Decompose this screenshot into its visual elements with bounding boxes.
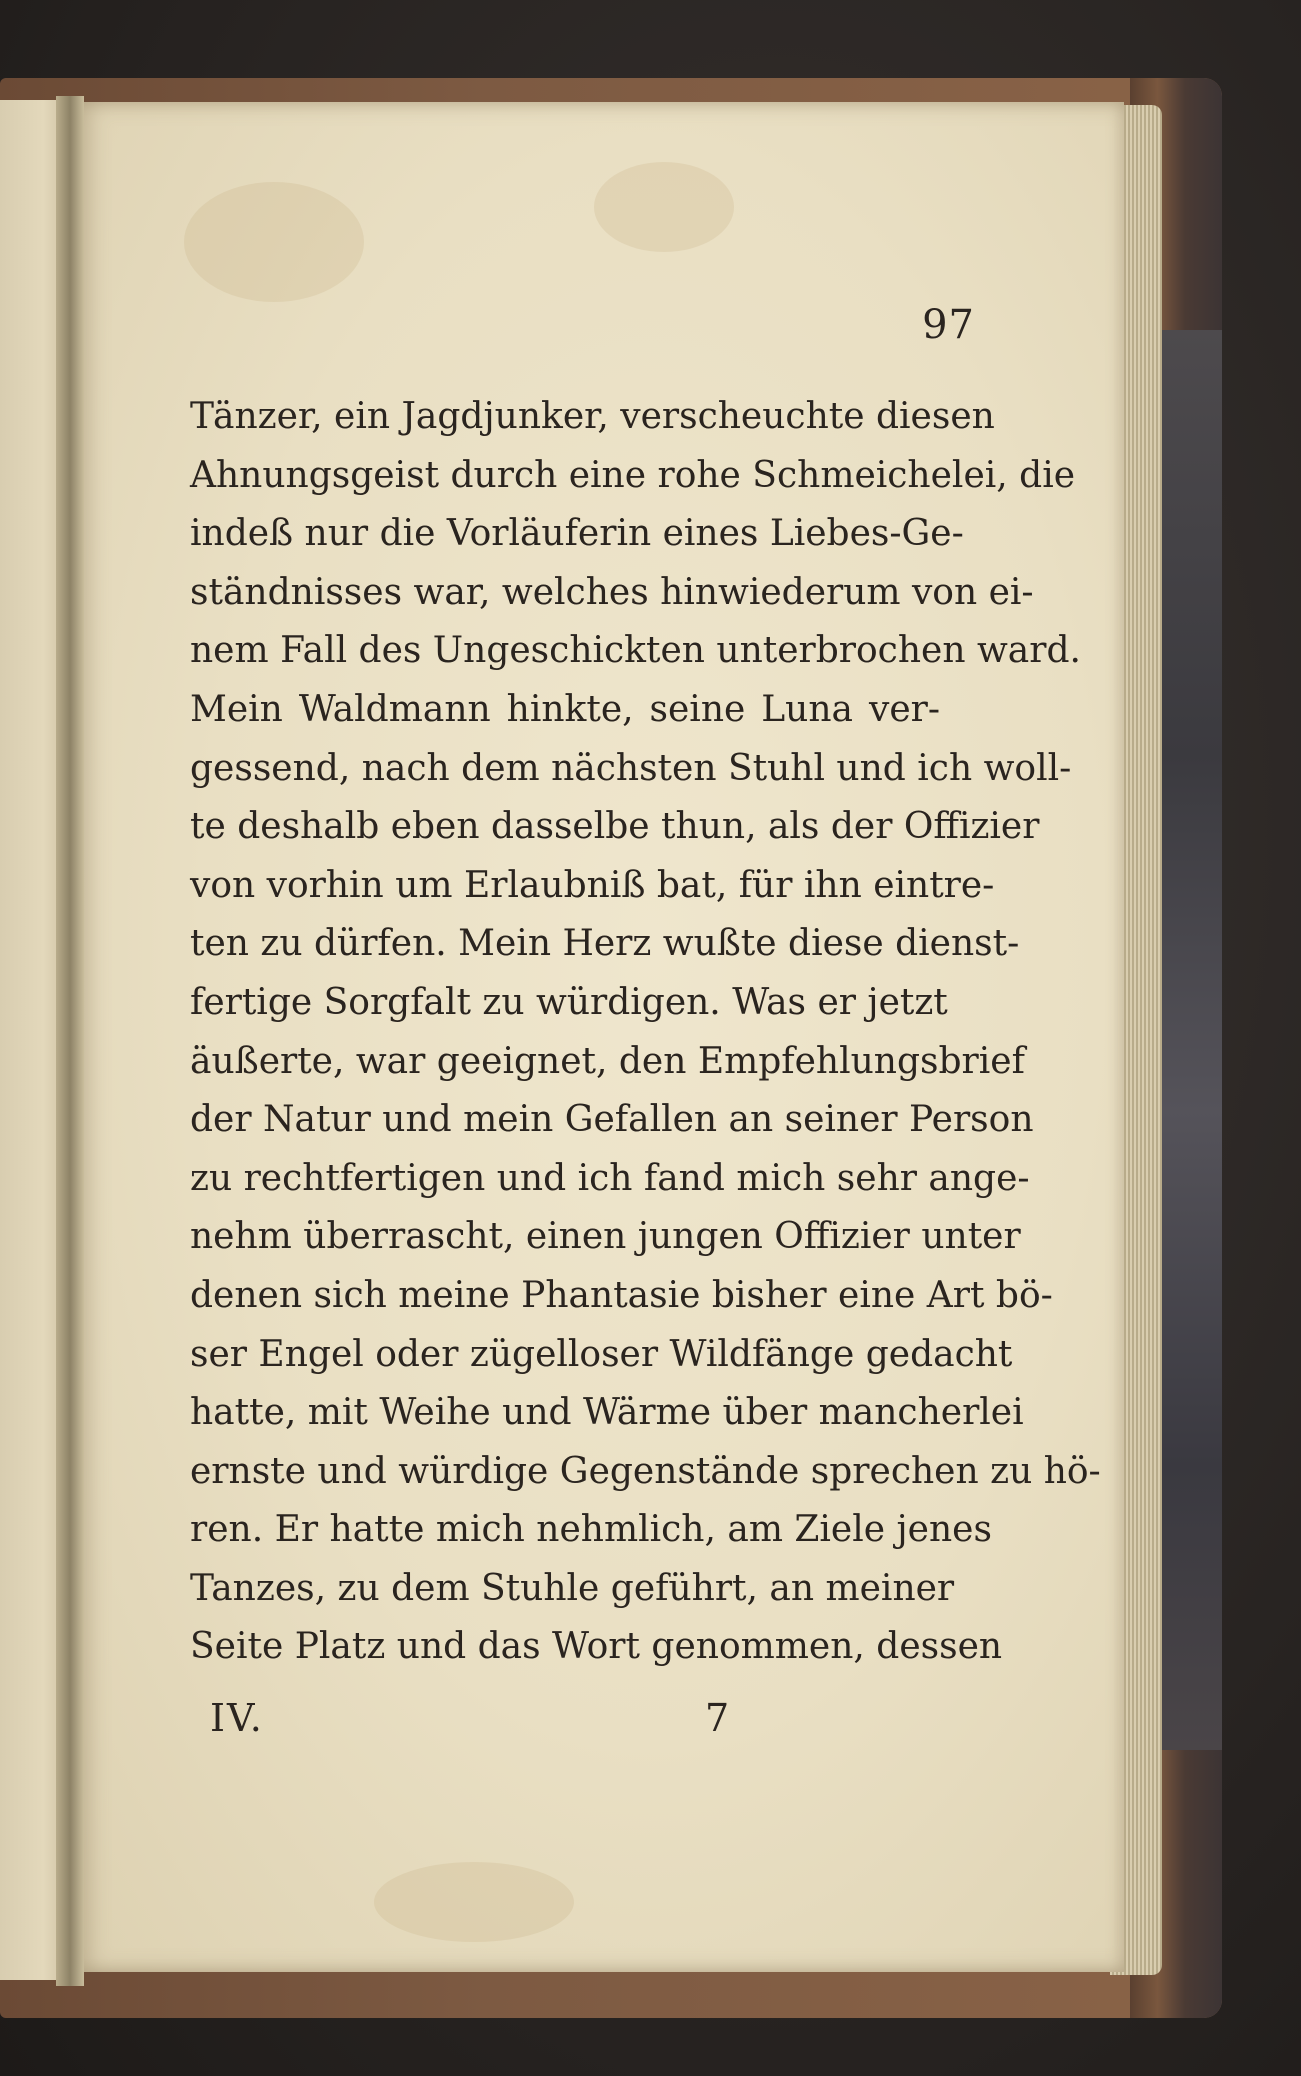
text-line: gessend, nach dem nächsten Stuhl und ich woll- xyxy=(190,747,1072,789)
text-line: der Natur und mein Gefallen an seiner Person xyxy=(190,1099,1034,1141)
text-line: Seite Platz und das Wort genommen, dessen xyxy=(190,1626,1003,1668)
text-line: nehm überrascht, einen jungen Offizier unter xyxy=(190,1216,1021,1258)
text-line: zu rechtfertigen und ich fand mich sehr ange- xyxy=(190,1157,1030,1199)
text-line: fertige Sorgfalt zu würdigen. Was er jetzt xyxy=(190,981,948,1023)
text-line: ser Engel oder zügelloser Wildfänge gedacht xyxy=(190,1333,1013,1375)
text-line: te deshalb eben dasselbe thun, als der Offizier xyxy=(190,806,1040,848)
book-gutter xyxy=(56,96,84,1986)
gathering-mark: 7 xyxy=(705,1696,730,1740)
text-line: ren. Er hatte mich nehmlich, am Ziele jenes xyxy=(190,1509,992,1551)
foxing-stain xyxy=(594,162,734,252)
text-line: ständnisses war, welches hinwiederum von ei- xyxy=(190,571,1034,613)
text-line: Ahnungsgeist durch eine rohe Schmeichelei, die xyxy=(190,454,1076,496)
text-line: Mein Waldmann hinkte, seine Luna ver- xyxy=(190,688,940,730)
body-text xyxy=(190,388,1101,1677)
text-line: äußerte, war geeignet, den Empfehlungsbrief xyxy=(190,1040,1025,1082)
text-line: indeß nur die Vorläuferin eines Liebes-Ge- xyxy=(190,513,964,555)
marbled-board xyxy=(1160,330,1222,1750)
foxing-stain xyxy=(374,1862,574,1942)
text-line: Tänzer, ein Jagdjunker, verscheuchte diesen xyxy=(190,396,995,437)
text-line: von vorhin um Erlaubniß bat, für ihn eintre- xyxy=(190,864,995,906)
text-line: ten zu dürfen. Mein Herz wußte diese dienst- xyxy=(190,923,1020,965)
text-line: denen sich meine Phantasie bisher eine Art bö- xyxy=(190,1274,1053,1316)
page-number: 97 xyxy=(922,302,975,348)
text-line: Tanzes, zu dem Stuhle geführt, an meiner xyxy=(190,1567,955,1609)
signature-mark: IV. xyxy=(210,1696,264,1740)
text-line: nem Fall des Ungeschickten unterbrochen ward. xyxy=(190,630,1081,672)
foxing-stain xyxy=(184,182,364,302)
text-line: ernste und würdige Gegenstände sprechen zu hö- xyxy=(190,1450,1101,1492)
text-line: hatte, mit Weihe und Wärme über mancherlei xyxy=(190,1392,1024,1434)
